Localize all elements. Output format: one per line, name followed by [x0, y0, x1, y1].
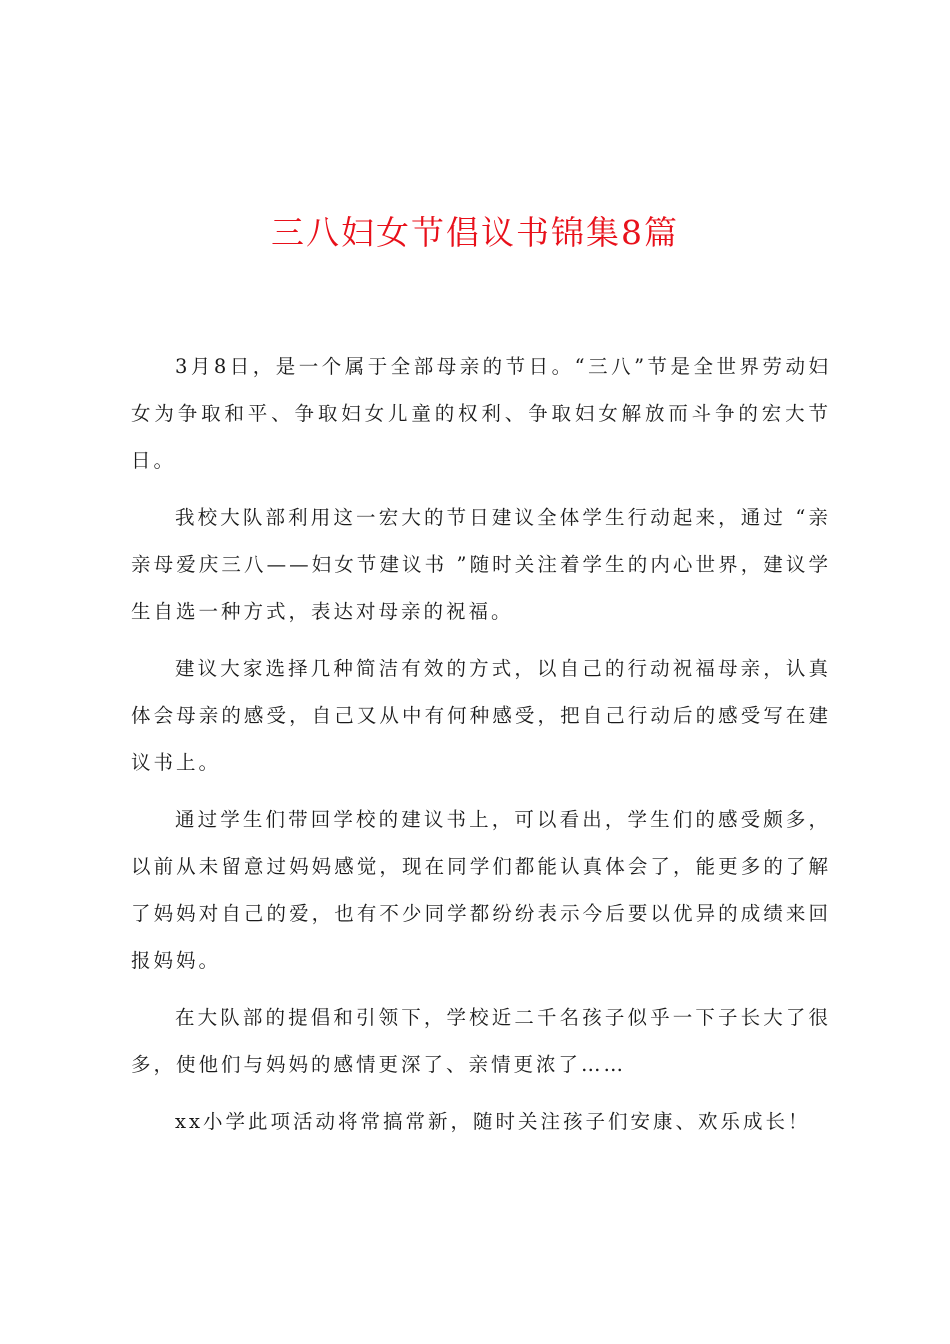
- paragraph-6: xx小学此项活动将常搞常新，随时关注孩子们安康、欢乐成长！: [175, 1110, 811, 1133]
- paragraph-4: 通过学生们带回学校的建议书上，可以看出，学生们的感受颇多，以前从未留意过妈妈感觉，现在同学们都能认真体会了，能更多的了解了妈妈对自己的爱，也有不少同学都纷纷表示今后要以优异的成绩来回报妈妈。: [131, 808, 831, 972]
- document-title: 三八妇女节倡议书锦集8篇: [271, 213, 679, 252]
- paragraph-1: 3月8日，是一个属于全部母亲的节日。“三八”节是全世界劳动妇女为争取和平、争取妇女儿童的权利、争取妇女解放而斗争的宏大节日。: [131, 355, 831, 472]
- document-body: [131, 343, 831, 1155]
- paragraph-2: 我校大队部利用这一宏大的节日建议全体学生行动起来，通过 “亲亲母爱庆三八——妇女节建议书 ”随时关注着学生的内心世界，建议学生自选一种方式，表达对母亲的祝福。: [131, 506, 831, 623]
- paragraph-5: 在大队部的提倡和引领下，学校近二千名孩子似乎一下子长大了很多，使他们与妈妈的感情更深了、亲情更浓了……: [131, 1006, 831, 1076]
- paragraph-3: 建议大家选择几种简洁有效的方式，以自己的行动祝福母亲，认真体会母亲的感受，自己又从中有何种感受，把自己行动后的感受写在建议书上。: [131, 657, 831, 774]
